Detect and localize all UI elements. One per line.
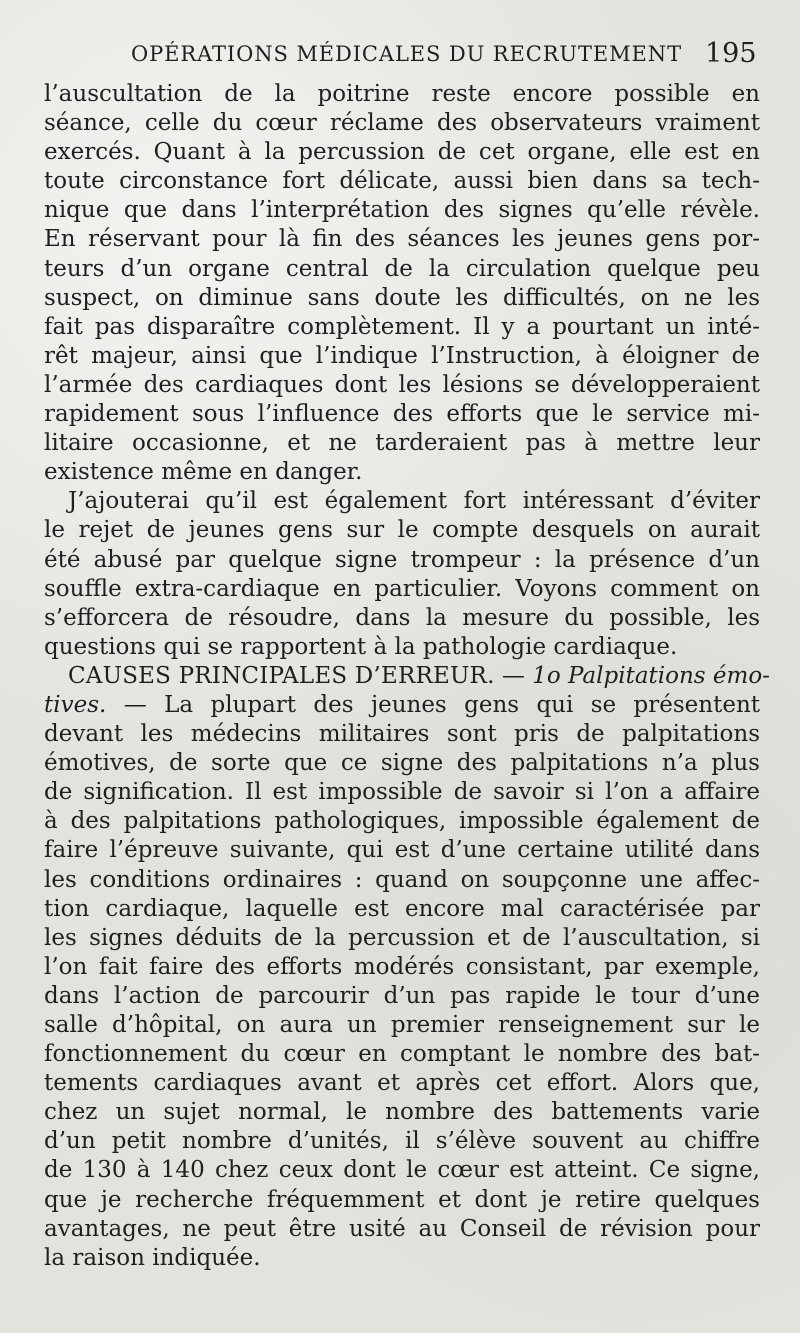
text-line: la raison indiquée. bbox=[44, 1244, 261, 1271]
text-line: rêt majeur, ainsi que l’indique l’Instruction, à éloigner de bbox=[44, 342, 760, 369]
text-line: J’ajouterai qu’il est également fort intéressant d’éviter bbox=[68, 488, 760, 515]
text-line: les signes déduits de la percussion et de l’auscultation, si bbox=[44, 924, 760, 951]
section-heading-title-end: tives. bbox=[44, 691, 107, 718]
text-line: fonctionnement du cœur en comptant le nombre des bat- bbox=[44, 1041, 760, 1068]
text-line: été abusé par quelque signe trompeur : la présence d’un bbox=[44, 546, 760, 573]
text-line: les conditions ordinaires : quand on soupçonne une affec- bbox=[44, 866, 760, 893]
text-line: l’on fait faire des efforts modérés consistant, par exemple, bbox=[44, 953, 760, 980]
text-line: souffle extra-cardiaque en particulier. Voyons comment on bbox=[44, 575, 760, 602]
text-line: devant les médecins militaires sont pris de palpitations bbox=[44, 721, 760, 748]
paragraph-start: — La plupart des jeunes gens qui se présentent bbox=[106, 691, 760, 718]
text-line: tion cardiaque, laquelle est encore mal caractérisée par bbox=[44, 895, 760, 922]
text-line: rapidement sous l’influence des efforts que le service mi- bbox=[44, 401, 760, 428]
text-line: En réservant pour là fin des séances les jeunes gens por- bbox=[44, 226, 760, 253]
text-line: d’un petit nombre d’unités, il s’élève souvent au chiffre bbox=[44, 1128, 760, 1155]
text-line: chez un sujet normal, le nombre des battements varie bbox=[44, 1099, 760, 1126]
text-line: émotives, de sorte que ce signe des palpitations n’a plus bbox=[44, 750, 760, 777]
text-line: fait pas disparaître complètement. Il y a pourtant un inté- bbox=[44, 313, 760, 340]
text-line: de 130 à 140 chez ceux dont le cœur est atteint. Ce signe, bbox=[44, 1157, 760, 1184]
body-text bbox=[44, 80, 770, 1273]
text-line: tements cardiaques avant et après cet effort. Alors que, bbox=[44, 1070, 760, 1097]
text-line: suspect, on diminue sans doute les difficultés, on ne les bbox=[44, 284, 760, 311]
text-line: de signification. Il est impossible de savoir si l’on a affaire bbox=[44, 779, 760, 806]
text-line: que je recherche fréquemment et dont je retire quelques bbox=[44, 1186, 760, 1213]
section-heading-title: 1o Palpitations émo- bbox=[532, 662, 770, 689]
section-heading-separator: — bbox=[494, 662, 533, 689]
text-line: avantages, ne peut être usité au Conseil de révision pour bbox=[44, 1215, 760, 1242]
text-line: teurs d’un organe central de la circulation quelque peu bbox=[44, 255, 760, 282]
section-heading-line bbox=[44, 662, 770, 691]
text-line: s’efforcera de résoudre, dans la mesure du possible, les bbox=[44, 604, 760, 631]
text-line: à des palpitations pathologiques, impossible également de bbox=[44, 808, 760, 835]
running-header bbox=[0, 38, 800, 74]
running-title: OPÉRATIONS MÉDICALES DU RECRUTEMENT bbox=[131, 42, 682, 66]
text-line: le rejet de jeunes gens sur le compte desquels on aurait bbox=[44, 517, 760, 544]
text-line: litaire occasionne, et ne tarderaient pas à mettre leur bbox=[44, 430, 760, 457]
text-line: l’auscultation de la poitrine reste encore possible en bbox=[44, 81, 760, 107]
text-line: faire l’épreuve suivante, qui est d’une certaine utilité dans bbox=[44, 837, 760, 864]
text-line: questions qui se rapportent à la pathologie cardiaque. bbox=[44, 633, 678, 660]
page-number: 195 bbox=[705, 38, 757, 69]
text-line: exercés. Quant à la percussion de cet organe, elle est en bbox=[44, 139, 760, 166]
text-line: existence même en danger. bbox=[44, 459, 363, 486]
text-line: salle d’hôpital, on aura un premier renseignement sur le bbox=[44, 1012, 760, 1038]
text-line bbox=[44, 691, 760, 720]
text-line: dans l’action de parcourir d’un pas rapide le tour d’une bbox=[44, 982, 760, 1009]
text-line: toute circonstance fort délicate, aussi bien dans sa tech- bbox=[44, 168, 760, 195]
text-line: nique que dans l’interprétation des signes qu’elle révèle. bbox=[44, 197, 760, 224]
section-heading-label: CAUSES PRINCIPALES D’ERREUR. bbox=[68, 662, 495, 689]
text-line: l’armée des cardiaques dont les lésions se développeraient bbox=[44, 371, 760, 398]
text-line: séance, celle du cœur réclame des observateurs vraiment bbox=[44, 110, 760, 137]
